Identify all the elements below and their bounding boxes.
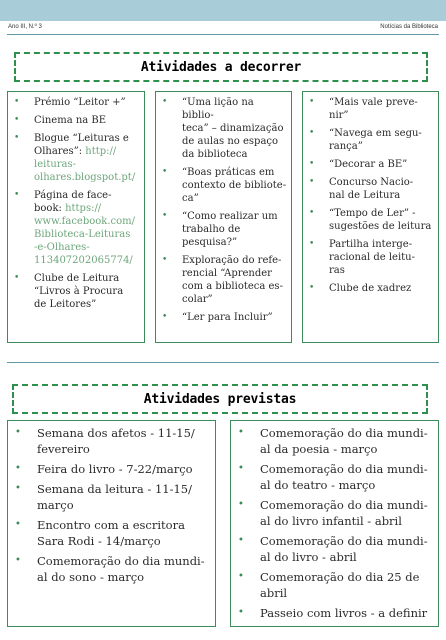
item-text: Comemoração do dia mundi- al do livro - abril — [260, 534, 428, 564]
item-text: Prémio “Leitor +” — [34, 97, 126, 108]
list-item — [306, 96, 435, 122]
item-text: Comemoração do dia mundi- al do sono - março — [37, 554, 205, 584]
list-item — [306, 282, 435, 295]
item-text: “Uma lição na biblio- teca” – dinamização de aulas no espaço da biblioteca — [182, 97, 284, 160]
list-item — [306, 158, 435, 171]
publication-name: Notícias da Biblioteca — [380, 24, 438, 30]
item-text: Comemoração do dia 25 de abril — [260, 570, 420, 600]
item-text: Clube de xadrez — [329, 283, 412, 294]
list-item — [11, 189, 141, 267]
list-item — [234, 425, 435, 457]
item-text: Clube de Leitura “Livros à Procura de Leitores” — [34, 273, 124, 310]
item-text: “Mais vale preve- nir” — [329, 97, 418, 121]
list-item — [306, 207, 435, 233]
item-text: “Decorar a BE” — [329, 159, 408, 170]
item-text: Passeio com livros - a definir — [260, 606, 428, 620]
item-text: Semana dos afetos - 11-15/ fevereiro — [37, 426, 195, 456]
list-item — [11, 132, 141, 184]
item-text: Feira do livro - 7-22/março — [37, 462, 193, 476]
item-text: Semana da leitura - 11-15/ março — [37, 482, 193, 512]
section-divider — [7, 362, 439, 363]
item-text: “Boas práticas em contexto de bibliote- ca” — [182, 167, 287, 204]
item-text: Comemoração do dia mundi- al do livro infantil - abril — [260, 498, 428, 528]
list-item — [11, 517, 212, 549]
item-text: Comemoração do dia mundi- al do teatro - março — [260, 462, 428, 492]
list-item — [11, 272, 141, 311]
section-banner-previstas — [12, 384, 428, 414]
decorrer-column-2 — [155, 91, 292, 343]
previstas-column-2 — [230, 420, 439, 627]
list-item — [11, 96, 141, 109]
item-text: Página de face- book: — [34, 190, 112, 214]
item-link[interactable]: https:// www.facebook.com/ Biblioteca-Leituras -e-Olhares- 113407202065774/ — [34, 203, 136, 266]
list-item — [159, 96, 288, 161]
list-item — [234, 497, 435, 529]
item-text: “Ler para Incluir” — [182, 312, 273, 323]
list-item — [159, 166, 288, 205]
issue-number: Ano III, N.º 3 — [8, 24, 42, 30]
decorrer-column-3 — [302, 91, 439, 343]
list-item — [306, 238, 435, 277]
item-text: “Tempo de Ler” - sugestões de leitura — [329, 208, 432, 232]
item-text: Encontro com a escritora Sara Rodi - 14/março — [37, 518, 185, 548]
list-item — [234, 605, 435, 621]
top-color-bar — [0, 0, 446, 21]
item-link[interactable]: http:// leituras- olhares.blogspot.pt/ — [34, 146, 136, 183]
list-item — [159, 254, 288, 306]
section-title-decorrer: Atividades a decorrer — [140, 59, 302, 75]
item-text: Concurso Nacio- nal de Leitura — [329, 177, 414, 201]
list-item — [159, 210, 288, 249]
section-title-previstas: Atividades previstas — [143, 391, 297, 407]
item-text: Blogue “Leituras e Olhares”: — [34, 133, 129, 157]
item-text: Partilha interge- racional de leitu- ras — [329, 239, 415, 276]
header-divider — [7, 34, 439, 35]
list-item — [234, 533, 435, 565]
decorrer-column-1 — [7, 91, 145, 343]
list-item — [11, 481, 212, 513]
list-item — [11, 114, 141, 127]
list-item — [11, 461, 212, 477]
previstas-column-1 — [7, 420, 216, 627]
item-text: “Como realizar um trabalho de pesquisa?” — [182, 211, 278, 248]
list-item — [306, 176, 435, 202]
item-text: “Navega em segu- rança” — [329, 128, 422, 152]
list-item — [11, 553, 212, 585]
list-item — [234, 461, 435, 493]
item-text: Cinema na BE — [34, 115, 107, 126]
item-text: Comemoração do dia mundi- al da poesia - março — [260, 426, 428, 456]
list-item — [11, 425, 212, 457]
list-item — [159, 311, 288, 324]
list-item — [234, 569, 435, 601]
item-text: Exploração do refe- rencial “Aprender com a biblioteca es- colar” — [182, 255, 283, 305]
list-item — [306, 127, 435, 153]
section-banner-decorrer — [14, 52, 428, 82]
